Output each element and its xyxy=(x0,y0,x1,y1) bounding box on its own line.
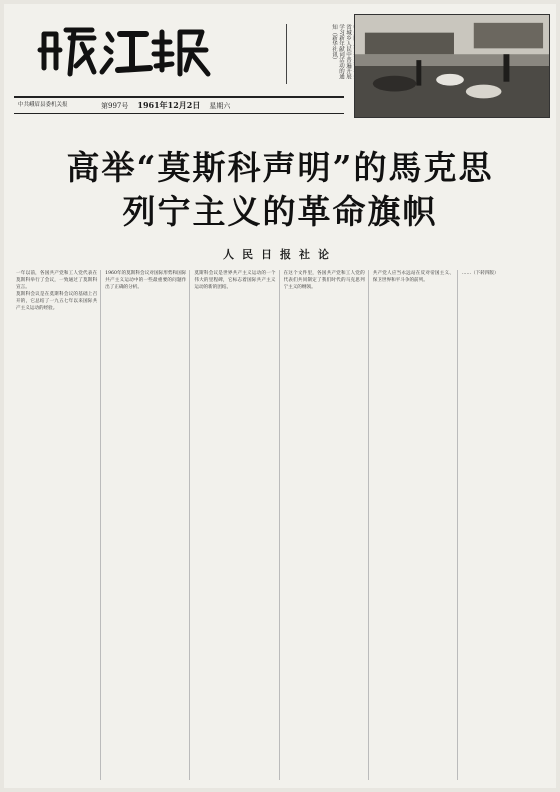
issue-number: 第997号 xyxy=(101,101,129,110)
article-body xyxy=(16,270,546,780)
newspaper-page xyxy=(4,4,556,788)
headline-line-2: 列宁主义的革命旗帜 xyxy=(122,192,438,231)
article-column xyxy=(16,270,101,780)
article-paragraph: 在这个文件里，各国共产党和工人党的代表们共同制定了我们时代的马克思列宁主义的纲领。 xyxy=(283,271,365,290)
masthead xyxy=(14,10,351,120)
front-page-photo xyxy=(354,14,550,118)
article-paragraph: 1960年的莫斯科会议对国际形势和国际共产主义运动中的一些最重要的问题作出了正确的分析。 xyxy=(105,271,187,290)
article-column xyxy=(105,270,190,780)
article-column xyxy=(284,270,369,780)
publisher: 中共峨眉县委机关报 xyxy=(18,102,68,108)
article-paragraph: 莫斯科会议是世界共产主义运动的一个伟大的里程碑，它标志着国际共产主义运动的新的团结。 xyxy=(194,271,276,290)
article-paragraph: 莫斯科会议是在莫斯科会议的基础上召开的，它总结了一九五七年以来国际共产主义运动的经验。 xyxy=(16,292,98,311)
article-column xyxy=(373,270,458,780)
article-byline: 人民日报社论 xyxy=(223,248,337,261)
headline-line-1: 高举“莫斯科声明”的馬克思 xyxy=(66,148,494,187)
article-paragraph: 一年以前，各国共产党和工人党代表在莫斯科举行了会议，一致通过了莫斯科宣言。 xyxy=(16,271,98,290)
article-paragraph: ……（下转四版） xyxy=(461,271,499,276)
side-notice: 省城乡人民中普遍开展学习新年献词活动的通知（新华社讯） xyxy=(286,24,358,84)
article-column xyxy=(194,270,279,780)
article-column xyxy=(462,270,546,780)
weekday: 星期六 xyxy=(209,101,231,110)
article-paragraph: 共产党人应当永远站在反对帝国主义、保卫世界和平斗争的前列。 xyxy=(372,271,454,283)
headline xyxy=(4,146,556,234)
newspaper-logo xyxy=(36,20,216,82)
issue-date: 1961年12月2日 xyxy=(137,100,201,110)
masthead-info-bar xyxy=(14,96,344,114)
